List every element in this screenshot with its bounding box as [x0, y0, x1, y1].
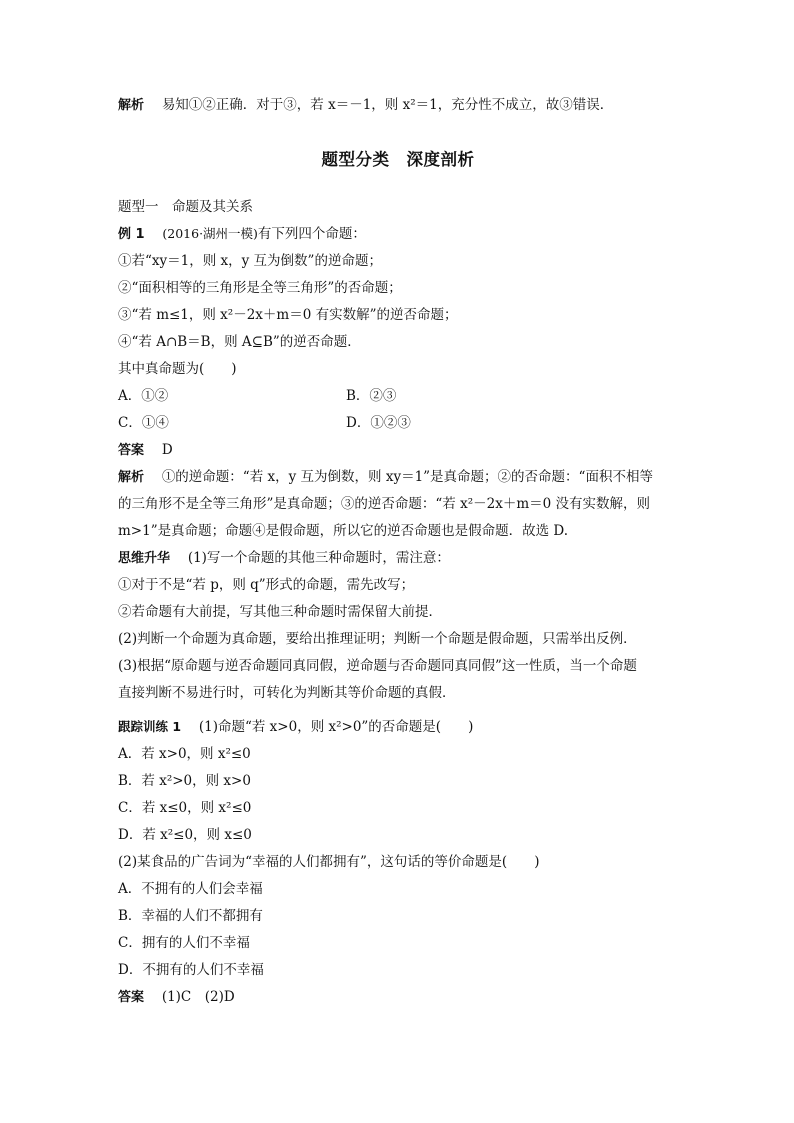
- example-label: 例 1: [118, 227, 145, 242]
- practice-q1-line: [118, 717, 473, 737]
- practice-q2-option-b: B．幸福的人们不都拥有: [118, 908, 263, 924]
- analysis-line-2: 的三角形不是全等三角形”是真命题；③的逆否命题：“若 x²－2x＋m＝0 没有实数解，则: [118, 496, 651, 512]
- practice-answer-label: 答案: [118, 990, 145, 1005]
- proposition-2: ②“面积相等的三角形是全等三角形”的否命题；: [118, 280, 402, 296]
- practice-q2: (2)某食品的广告词为“幸福的人们都拥有”，这句话的等价命题是( ): [118, 854, 540, 870]
- option-c: C．①④: [118, 415, 169, 431]
- analysis-text: 易知①②正确．对于③，若 x＝－1，则 x²＝1，充分性不成立，故③错误．: [161, 97, 614, 113]
- practice-q1-option-c: C．若 x≤0，则 x²≤0: [118, 800, 252, 816]
- thinking-line-4: (2)判断一个命题为真命题，要给出推理证明；判断一个命题是假命题，只需举出反例．: [118, 631, 637, 647]
- top-analysis: [118, 95, 613, 116]
- analysis-text-1: ①的逆命题：“若 x，y 互为倒数，则 xy＝1”是真命题；②的否命题：“面积不相等: [161, 469, 653, 485]
- options-row-2: [118, 413, 411, 433]
- thinking-line-3: ②若命题有大前提，写其他三种命题时需保留大前提．: [118, 604, 442, 620]
- thinking-line-5: (3)根据“原命题与逆否命题同真同假，逆命题与否命题同真同假”这一性质，当一个命题: [118, 658, 637, 674]
- thinking-line-1: [118, 548, 450, 569]
- practice-q1-option-b: B．若 x²>0，则 x>0: [118, 773, 251, 789]
- practice-q2-option-c: C．拥有的人们不幸福: [118, 935, 250, 951]
- thinking-label: 思维升华: [118, 551, 171, 566]
- section-title: 题型分类 深度剖析: [321, 150, 475, 169]
- proposition-4: ④“若 A∩B＝B，则 A⊆B”的逆否命题．: [118, 334, 361, 350]
- practice-answer-value: (1)C (2)D: [161, 989, 235, 1005]
- analysis-line-3: m>1”是真命题；命题④是假命题，所以它的逆否命题也是假命题．故选 D.: [118, 523, 569, 539]
- option-b: B．②③: [346, 388, 397, 404]
- proposition-1: ①若“xy＝1，则 x，y 互为倒数”的逆命题；: [118, 253, 382, 269]
- option-d: D．①②③: [346, 415, 411, 431]
- thinking-line-6: 直接判断不易进行时，可转化为判断其等价命题的真假．: [118, 685, 456, 701]
- answer-line: [118, 440, 173, 461]
- analysis-label: 解析: [118, 98, 145, 113]
- practice-q2-option-a: A．不拥有的人们会幸福: [118, 881, 263, 897]
- proposition-3: ③“若 m≤1，则 x²－2x＋m＝0 有实数解”的逆否命题；: [118, 307, 458, 323]
- answer-label: 答案: [118, 443, 145, 458]
- example-intro: 有下列四个命题：: [257, 226, 366, 242]
- analysis-line-1: [118, 467, 653, 488]
- practice-q2-option-d: D．不拥有的人们不幸福: [118, 962, 264, 978]
- practice-answer-line: [118, 987, 235, 1008]
- practice-q1: (1)命题“若 x>0，则 x²>0”的否命题是( ): [198, 719, 474, 735]
- question: 其中真命题为( ): [118, 361, 237, 377]
- type-heading: 题型一 命题及其关系: [118, 199, 253, 215]
- example-source: (2016·湖州一模): [162, 226, 258, 241]
- answer-value: D: [161, 442, 173, 458]
- option-a: A．①②: [118, 388, 169, 404]
- analysis-label-2: 解析: [118, 470, 145, 485]
- thinking-line-2: ①对于不是“若 p，则 q”形式的命题，需先改写；: [118, 577, 415, 593]
- practice-q1-option-d: D．若 x²≤0，则 x≤0: [118, 827, 252, 843]
- example-line: [118, 224, 366, 245]
- thinking-text-1: (1)写一个命题的其他三种命题时，需注意：: [187, 550, 450, 566]
- practice-q1-option-a: A．若 x>0，则 x²≤0: [118, 746, 251, 762]
- practice-label: 跟踪训练 1: [118, 719, 182, 734]
- options-row-1: [118, 386, 397, 406]
